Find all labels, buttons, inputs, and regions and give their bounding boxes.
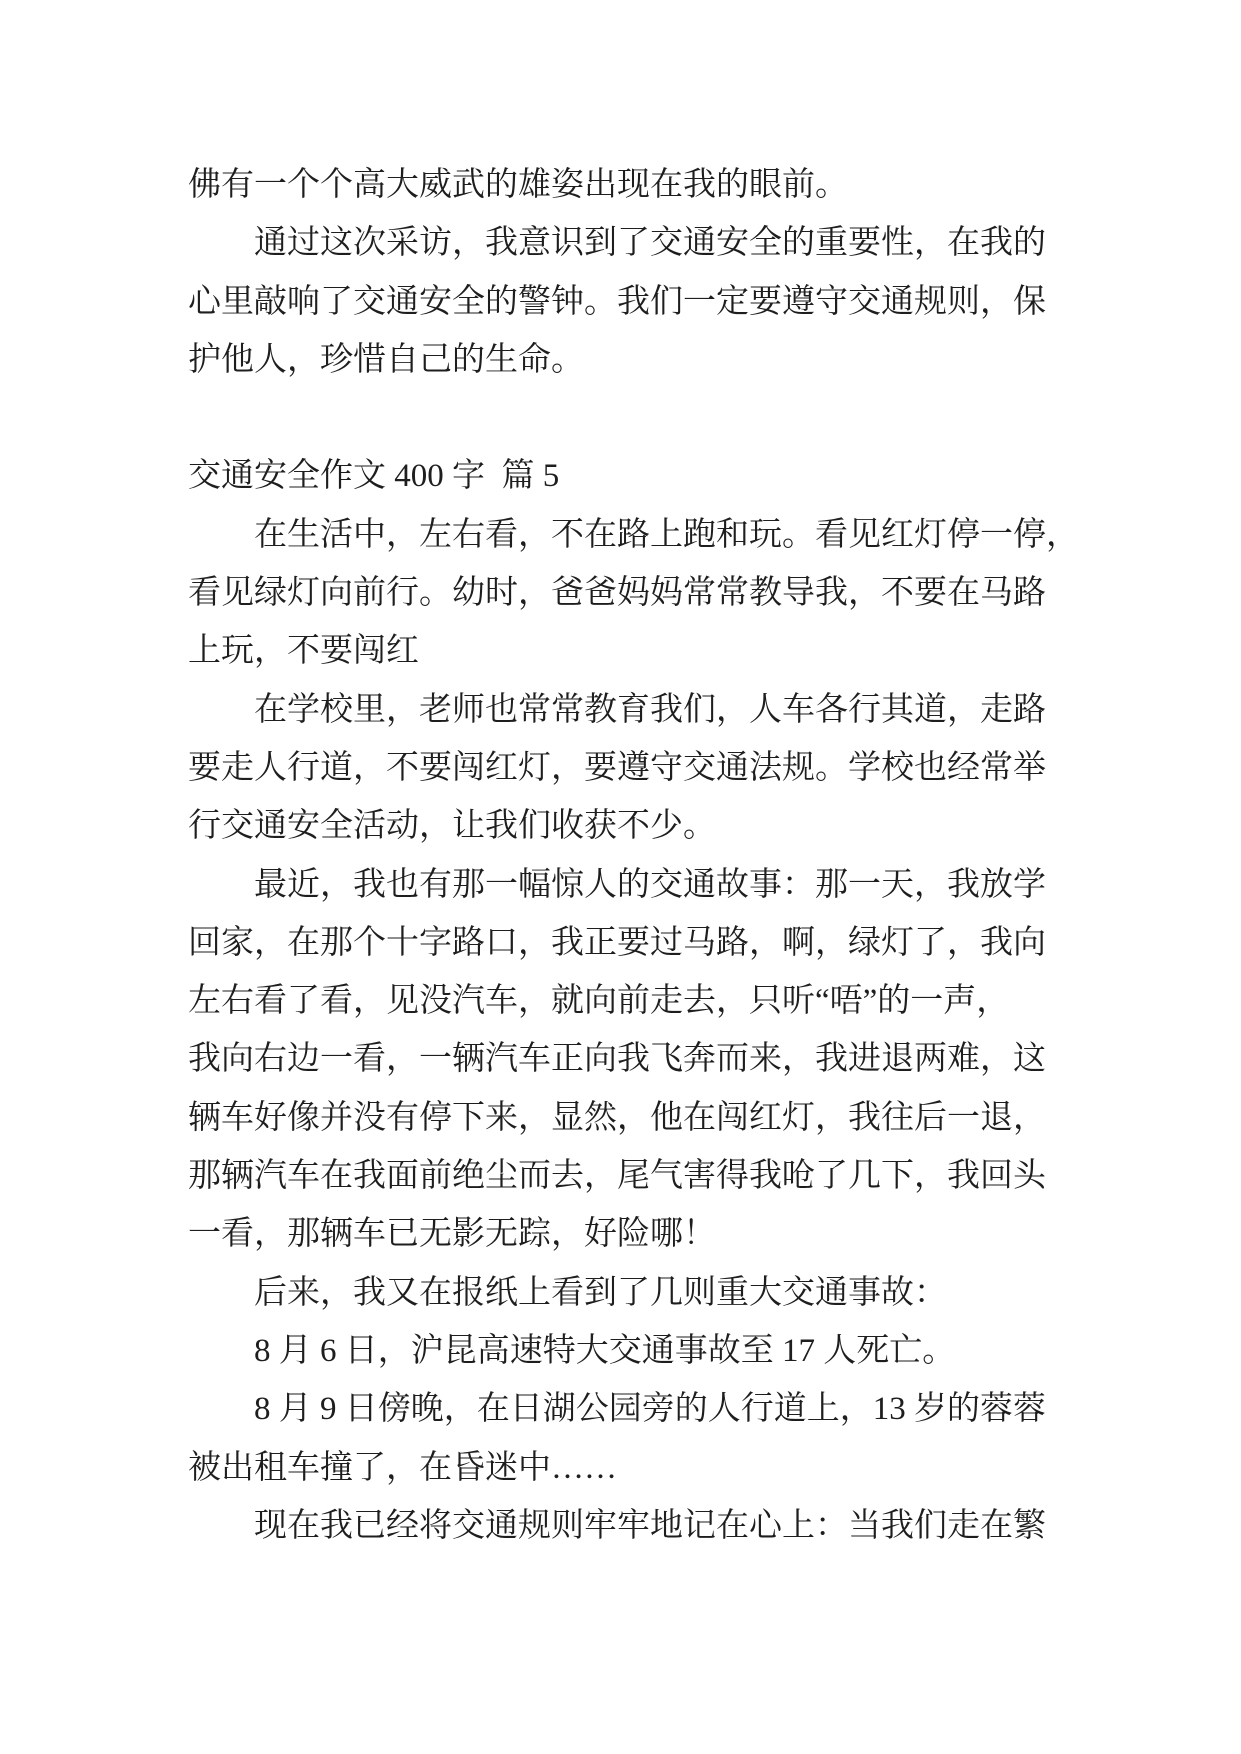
text-line: 行交通安全活动，让我们收获不少。 <box>188 808 716 845</box>
essay-text-block <box>188 156 1078 1555</box>
text-line: 上玩，不要闯红 <box>188 633 419 670</box>
section-heading: 交通安全作文 400 字 篇 5 <box>188 458 560 495</box>
text-line: 被出租车撞了，在昏迷中…… <box>188 1449 617 1486</box>
text-line: 最近，我也有那一幅惊人的交通故事：那一天，我放学 <box>254 866 1046 903</box>
text-line: 辆车好像并没有停下来，显然，他在闯红灯，我往后一退， <box>188 1099 1046 1136</box>
text-line: 看见绿灯向前行。幼时，爸爸妈妈常常教导我，不要在马路 <box>188 575 1046 612</box>
text-line: 回家，在那个十字路口，我正要过马路，啊，绿灯了，我向 <box>188 924 1046 961</box>
text-line: 在生活中，左右看，不在路上跑和玩。看见红灯停一停， <box>254 516 1079 553</box>
text-line: 心里敲响了交通安全的警钟。我们一定要遵守交通规则，保 <box>188 283 1046 320</box>
text-line: 8 月 9 日傍晚，在日湖公园旁的人行道上，13 岁的蓉蓉 <box>254 1391 1046 1428</box>
text-line: 现在我已经将交通规则牢牢地记在心上：当我们走在繁 <box>254 1507 1046 1544</box>
text-line: 那辆汽车在我面前绝尘而去，尾气害得我呛了几下，我回头 <box>188 1158 1046 1195</box>
blank-line <box>188 389 1078 447</box>
text-line: 通过这次采访，我意识到了交通安全的重要性，在我的 <box>254 225 1046 262</box>
text-line: 护他人，珍惜自己的生命。 <box>188 341 584 378</box>
text-line: 在学校里，老师也常常教育我们，人车各行其道，走路 <box>254 691 1046 728</box>
text-line: 后来，我又在报纸上看到了几则重大交通事故： <box>254 1274 947 1311</box>
text-line: 我向右边一看，一辆汽车正向我飞奔而来，我进退两难，这 <box>188 1041 1046 1078</box>
text-line: 左右看了看，见没汽车，就向前走去，只听“唔”的一声， <box>188 983 1010 1020</box>
text-line: 8 月 6 日，沪昆高速特大交通事故至 17 人死亡。 <box>254 1332 956 1369</box>
text-line: 一看，那辆车已无影无踪，好险哪！ <box>188 1216 716 1253</box>
text-line: 要走人行道，不要闯红灯，要遵守交通法规。学校也经常举 <box>188 749 1046 786</box>
text-line: 佛有一个个高大威武的雄姿出现在我的眼前。 <box>188 167 848 203</box>
